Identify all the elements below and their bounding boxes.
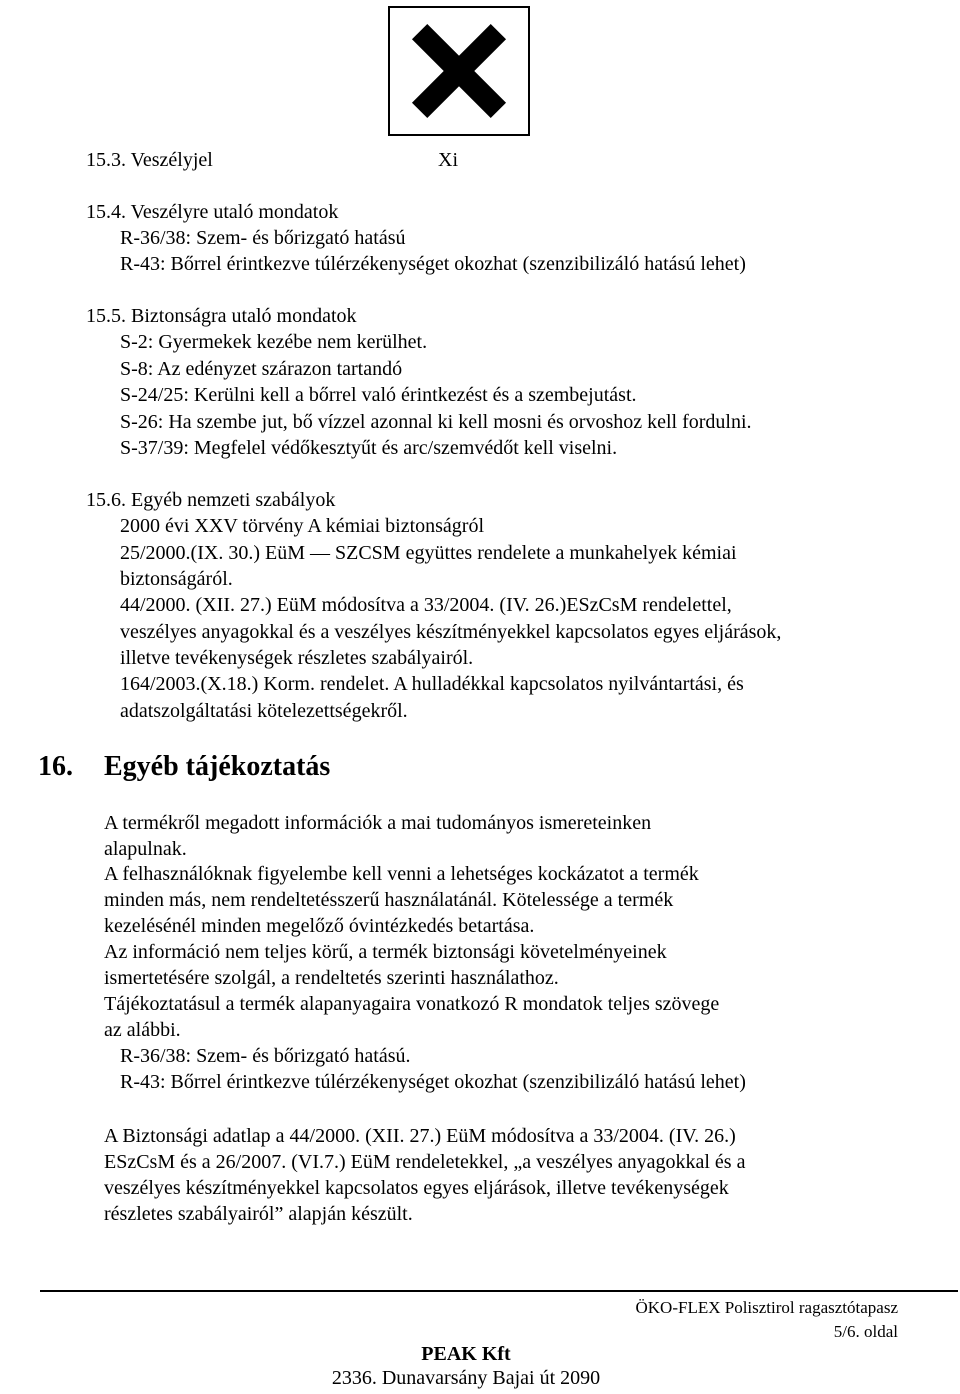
section-16-title: Egyéb tájékoztatás xyxy=(104,751,331,782)
info-line: Tájékoztatásul a termék alapanyagaira vonatkozó R mondatok teljes szövege xyxy=(104,993,720,1015)
info-line: A termékről megadott információk a mai tudományos ismereteinken xyxy=(104,812,652,834)
footer-address: 2336. Dunavarsány Bajai út 2090 xyxy=(331,1367,601,1389)
info-line: A felhasználóknak figyelembe kell venni a lehetséges kockázatot a termék xyxy=(104,863,699,885)
info-line: ismertetésére szolgál, a rendeltetés szerinti használathoz. xyxy=(104,967,559,989)
section-15-6-heading: 15.6. Egyéb nemzeti szabályok xyxy=(86,489,336,511)
s-phrase-line: S-26: Ha szembe jut, bő vízzel azonnal ki kell mosni és orvoshoz kell fordulni. xyxy=(120,411,752,433)
datasheet-line: ESzCsM és a 26/2007. (VI.7.) EüM rendeletekkel, „a veszélyes anyagokkal és a xyxy=(104,1151,746,1173)
regulation-line: 44/2000. (XII. 27.) EüM módosítva a 33/2004. (IV. 26.)ESzCsM rendelettel, xyxy=(120,594,732,616)
footer-page-number: 5/6. oldal xyxy=(833,1322,898,1341)
r-phrase-line: R-36/38: Szem- és bőrizgató hatású. xyxy=(120,1045,411,1067)
info-line: alapulnak. xyxy=(104,838,187,860)
s-phrase-line: S-24/25: Kerülni kell a bőrrel való érintkezést és a szembejutást. xyxy=(120,384,637,406)
section-15-3-label: 15.3. Veszélyjel xyxy=(86,149,213,171)
regulation-line: 164/2003.(X.18.) Korm. rendelet. A hulladékkal kapcsolatos nyilvántartási, és xyxy=(120,673,744,695)
section-15-4-heading: 15.4. Veszélyre utaló mondatok xyxy=(86,201,339,223)
s-phrase-line: S-37/39: Megfelel védőkesztyűt és arc/szemvédőt kell viselni. xyxy=(120,437,618,459)
datasheet-line: veszélyes készítményekkel kapcsolatos egyes eljárások, illetve tevékenységek xyxy=(104,1177,729,1199)
footer-divider xyxy=(40,1290,958,1292)
regulation-line: 25/2000.(IX. 30.) EüM — SZCSM együttes rendelete a munkahelyek kémiai xyxy=(120,542,737,564)
info-line: kezelésénél minden megelőző óvintézkedés betartása. xyxy=(104,915,535,937)
section-15-5-heading: 15.5. Biztonságra utaló mondatok xyxy=(86,305,357,327)
footer-product-name: ÖKO-FLEX Polisztirol ragasztótapasz xyxy=(635,1298,898,1317)
s-phrase-line: S-2: Gyermekek kezébe nem kerülhet. xyxy=(120,331,428,353)
regulation-line: adatszolgáltatási kötelezettségekről. xyxy=(120,700,408,722)
section-16-number: 16. xyxy=(38,751,73,782)
hazard-symbol xyxy=(388,6,530,136)
r-phrase-line: R-43: Bőrrel érintkezve túlérzékenységet okozhat (szenzibilizáló hatású lehet) xyxy=(120,253,746,275)
regulation-line: illetve tevékenységek részletes szabályairól. xyxy=(120,647,474,669)
hazard-symbol-code: Xi xyxy=(438,149,458,171)
footer-company: PEAK Kft xyxy=(421,1343,511,1365)
datasheet-line: A Biztonsági adatlap a 44/2000. (XII. 27.) EüM módosítva a 33/2004. (IV. 26.) xyxy=(104,1125,736,1147)
s-phrase-line: S-8: Az edényzet szárazon tartandó xyxy=(120,358,403,380)
regulation-line: biztonságáról. xyxy=(120,568,233,590)
datasheet-line: részletes szabályairól” alapján készült. xyxy=(104,1203,413,1225)
info-line: Az információ nem teljes körű, a termék biztonsági követelményeinek xyxy=(104,941,667,963)
regulation-line: veszélyes anyagokkal és a veszélyes készítményekkel kapcsolatos egyes eljárások, xyxy=(120,621,782,643)
x-cross-icon xyxy=(390,8,528,134)
r-phrase-line: R-43: Bőrrel érintkezve túlérzékenységet okozhat (szenzibilizáló hatású lehet) xyxy=(120,1071,746,1093)
info-line: minden más, nem rendeltetésszerű használatánál. Kötelessége a termék xyxy=(104,889,674,911)
info-line: az alábbi. xyxy=(104,1019,181,1041)
regulation-line: 2000 évi XXV törvény A kémiai biztonságról xyxy=(120,515,485,537)
r-phrase-line: R-36/38: Szem- és bőrizgató hatású xyxy=(120,227,406,249)
